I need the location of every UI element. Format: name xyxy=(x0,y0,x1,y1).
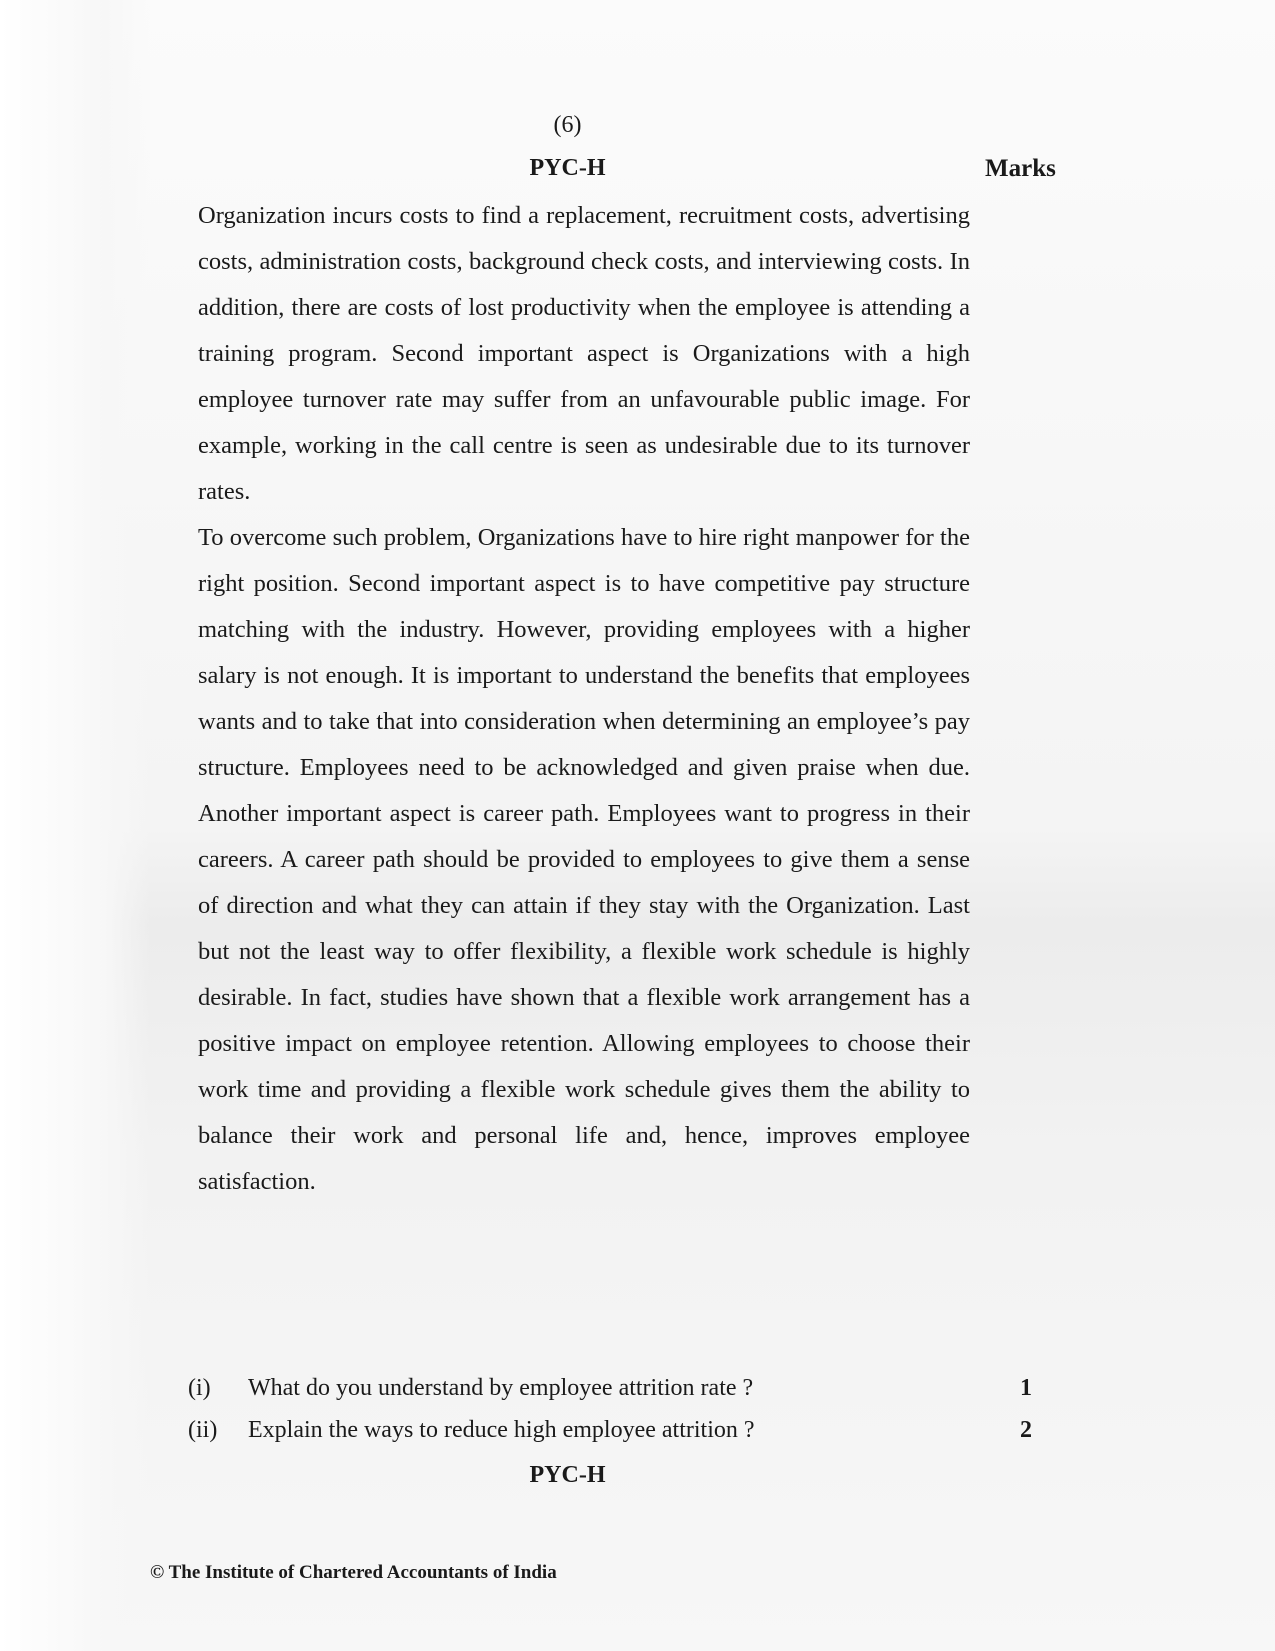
paragraph-costs: Organization incurs costs to find a replacement, recruitment costs, advertising costs, administration costs, background check costs, and interviewing costs. In addition, there are costs of lost productivity when the employee is attending a training program. Second important aspect is Organizations with a high employee turnover rate may suffer from an unfavourable public image. For example, working in the call centre is seen as undesirable due to its turnover rates. xyxy=(198,202,970,505)
question-item xyxy=(188,1367,1048,1409)
question-marks: 1 xyxy=(1020,1375,1032,1401)
question-marks: 2 xyxy=(1020,1417,1032,1443)
page-number: (6) xyxy=(553,112,582,138)
question-text: What do you understand by employee attrition rate ? xyxy=(248,1375,754,1401)
question-item xyxy=(188,1409,1048,1451)
marks-column-heading: Marks xyxy=(985,155,1056,182)
case-study-text xyxy=(198,193,970,1205)
question-number: (ii) xyxy=(188,1417,218,1443)
scan-edge-shadow xyxy=(0,0,150,1651)
copyright-notice: © The Institute of Chartered Accountants of India xyxy=(150,1562,557,1583)
paragraph-solutions: To overcome such problem, Organizations have to hire right manpower for the right position. Second important aspect is to have competitive pay structure matching with the industry. However, providing employees with a higher salary is not enough. It is important to understand the benefits that employees wants and to take that into consideration when determining an employee’s pay structure. Employees need to be acknowledged and given praise when due. Another important aspect is career path. Employees want to progress in their careers. A career path should be provided to employees to give them a sense of direction and what they can attain if they stay with the Organization. Last but not the least way to offer flexibility, a flexible work schedule is highly desirable. In fact, studies have shown that a flexible work arrangement has a positive impact on employee retention. Allowing employees to choose their work time and providing a flexible work schedule gives them the ability to balance their work and personal life and, hence, improves employee satisfaction. xyxy=(198,524,970,1195)
header-paper-code: PYC-H xyxy=(529,155,606,181)
footer-paper-code: PYC-H xyxy=(529,1462,606,1488)
question-number: (i) xyxy=(188,1375,211,1401)
question-text: Explain the ways to reduce high employee attrition ? xyxy=(248,1417,755,1443)
question-list xyxy=(188,1367,1048,1451)
